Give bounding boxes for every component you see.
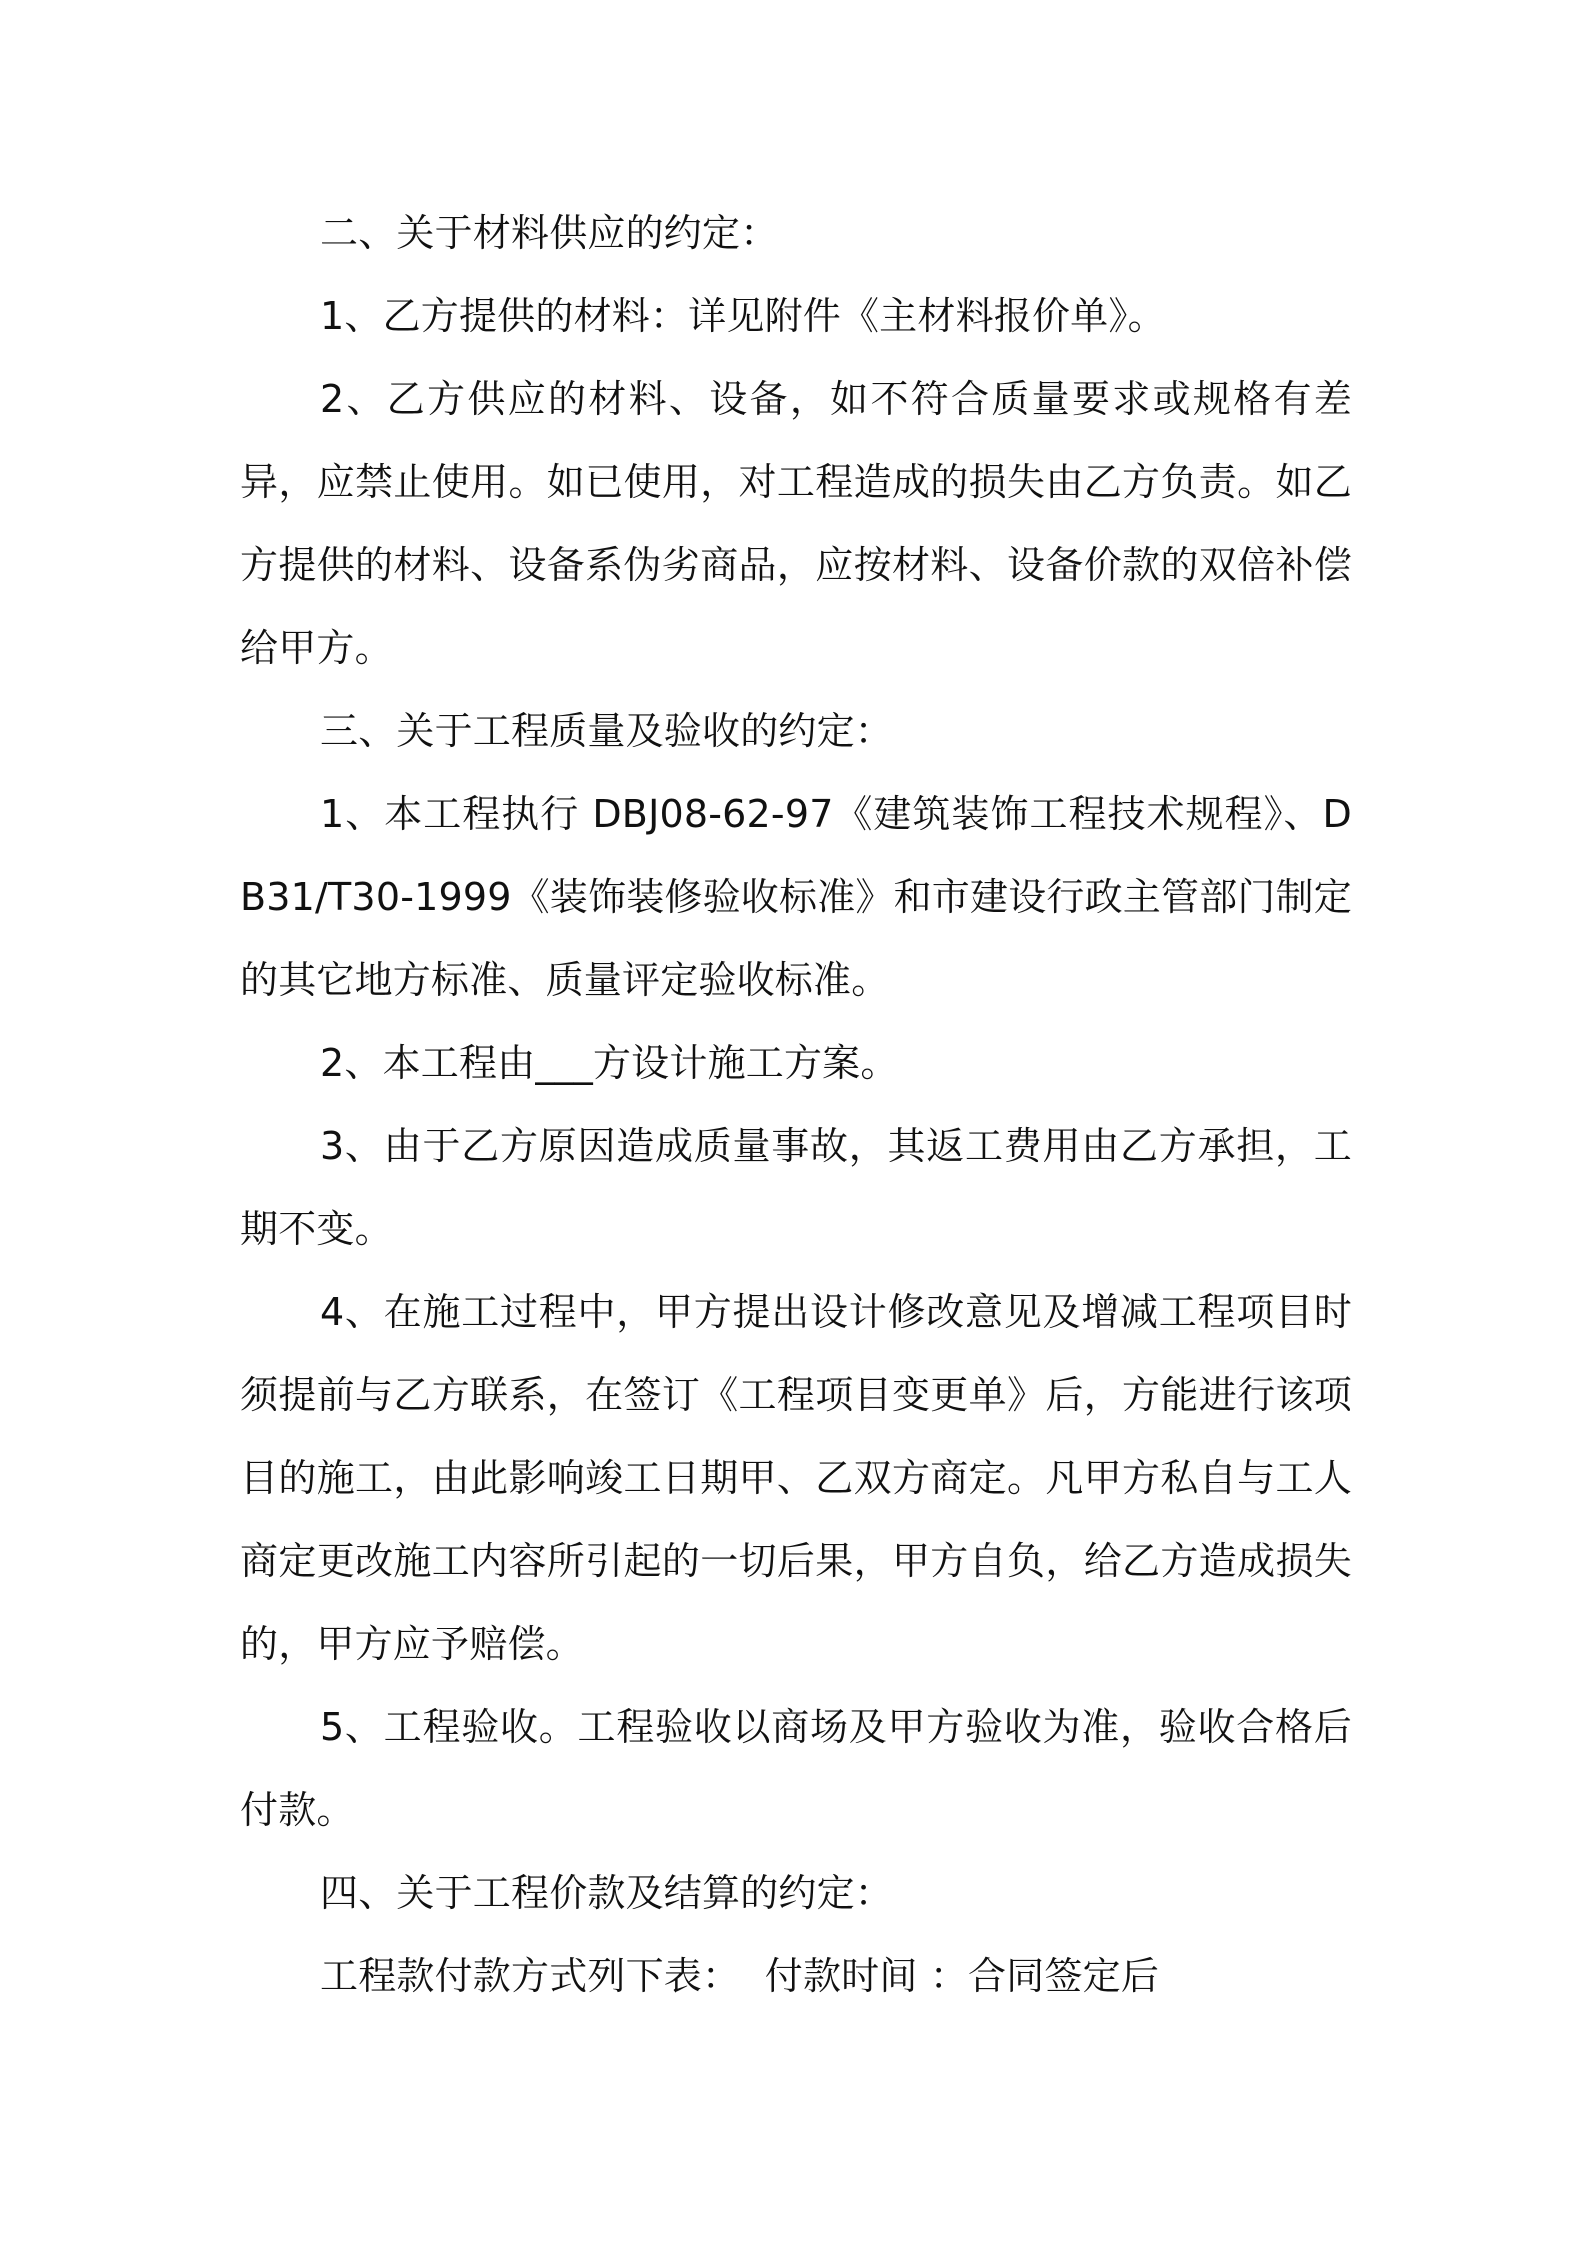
clause-materials-2: 2、乙方供应的材料、设备，如不符合质量要求或规格有差异，应禁止使用。如已使用，对工程造成的损失由乙方负责。如乙方提供的材料、设备系伪劣商品，应按材料、设备价款的双倍补偿给甲方。 [240, 377, 1352, 670]
clause-quality-3: 3、由于乙方原因造成质量事故，其返工费用由乙方承担，工期不变。 [240, 1124, 1352, 1251]
clause-quality-1: 1、本工程执行 DBJ08-62-97《建筑装饰工程技术规程》、DB31/T30-1999《装饰装修验收标准》和市建设行政主管部门制定的其它地方标准、质量评定验收标准。 [240, 792, 1353, 1002]
clause-quality-4: 4、在施工过程中，甲方提出设计修改意见及增减工程项目时须提前与乙方联系，在签订《工程项目变更单》后，方能进行该项目的施工，由此影响竣工日期甲、乙双方商定。凡甲方私自与工人商定更改施工内容所引起的一切后果，甲方自负，给乙方造成损失的，甲方应予赔偿。 [240, 1290, 1352, 1666]
clause-quality-2: 2、本工程由___方设计施工方案。 [320, 1041, 899, 1085]
clause-quality-5: 5、工程验收。工程验收以商场及甲方验收为准，验收合格后付款。 [240, 1705, 1352, 1832]
section-heading-payment: 四、关于工程价款及结算的约定： [320, 1871, 894, 1915]
section-heading-materials: 二、关于材料供应的约定： [320, 211, 779, 255]
clause-materials-1: 1、乙方提供的材料：详见附件《主材料报价单》。 [320, 294, 1166, 338]
document-body [240, 192, 1352, 2018]
payment-method-line: 工程款付款方式列下表： 付款时间 ：合同签定后 [320, 1954, 1160, 1998]
section-heading-quality: 三、关于工程质量及验收的约定： [320, 709, 894, 753]
